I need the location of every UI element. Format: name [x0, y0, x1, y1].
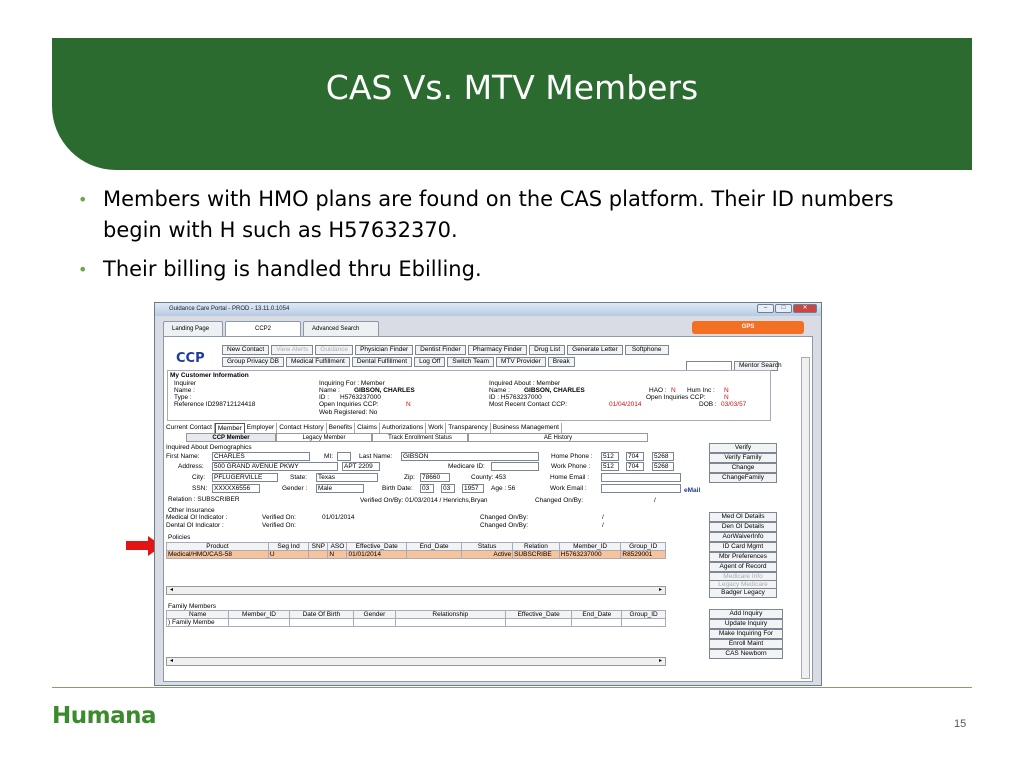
new-contact-button[interactable]: New Contact [222, 345, 269, 355]
page-number: 15 [954, 718, 967, 730]
app-window [154, 302, 822, 686]
dental-oi-label: Dental OI Indicator : [166, 522, 224, 529]
column-header[interactable]: Relationship [395, 611, 505, 619]
info-header: My Customer Information [170, 372, 249, 379]
open-inquiries-label: Open Inquiries CCP: [319, 401, 379, 408]
state-label: State: [290, 474, 307, 481]
verified-on-by: Verified On/By: 01/03/2014 / Henrichs,Bryan [360, 497, 488, 504]
birth-day[interactable]: 03 [441, 484, 455, 493]
tab-legacy-member[interactable]: Legacy Member [276, 433, 372, 442]
column-header[interactable]: End_Date [572, 611, 622, 619]
open-inquiries-label-2: Open Inquiries CCP: [646, 394, 706, 401]
birth-year[interactable]: 1957 [462, 484, 484, 493]
tab-contact-history[interactable]: Contact History [277, 423, 326, 434]
table-cell [309, 551, 328, 559]
inquiring-id-value: H5763237000 [340, 394, 381, 401]
work-email-select[interactable] [601, 484, 681, 493]
county: County: 453 [471, 474, 507, 481]
column-header[interactable]: Member_ID [229, 611, 289, 619]
demographics-header: Inquired About Demographics [166, 444, 252, 451]
medicare-id-label: Medicare ID: [448, 463, 485, 470]
table-cell [622, 619, 666, 627]
mi-label: MI: [324, 453, 334, 460]
medicare-info-button[interactable]: Medicare Info [709, 572, 777, 582]
table-cell: N [328, 551, 347, 559]
aor-waiver-info-button[interactable]: AorWaiverInfo [709, 532, 777, 542]
break-button[interactable]: Break [548, 357, 575, 367]
medical-oi-changed-label: Changed On/By: [480, 514, 529, 521]
column-header[interactable]: Group_ID [621, 543, 666, 551]
make-inquiring-for-button[interactable]: Make Inquiring For [709, 629, 783, 639]
policies-table [166, 542, 666, 587]
table-cell [289, 619, 353, 627]
web-registered: Web Registered: No [319, 409, 378, 416]
policies-header: Policies [168, 534, 191, 541]
customer-info-box [167, 370, 771, 421]
about-name-label: Name : [489, 387, 510, 394]
first-name-field[interactable]: CHARLES [212, 452, 310, 461]
table-cell: ) Family Membe [167, 619, 229, 627]
toolbar-row-1 [222, 345, 669, 355]
tab-business-management[interactable]: Business Management [491, 423, 562, 434]
ssn-field[interactable]: XXXXX6556 [212, 484, 260, 493]
footer-divider [52, 687, 972, 688]
tab-current-contact[interactable]: Current Contact [164, 423, 215, 434]
id-card-mgmt-button[interactable]: ID Card Mgmt [709, 542, 777, 552]
work-phone-line[interactable]: 5268 [652, 462, 674, 471]
med-oi-details-button[interactable]: Med OI Details [709, 512, 777, 522]
tab-track-enrollment[interactable]: Track Enrollment Status [372, 433, 468, 442]
table-row[interactable] [167, 619, 666, 627]
city-field[interactable]: PFLUGERVILLE [212, 473, 278, 482]
tab-authorizations[interactable]: Authorizations [380, 423, 426, 434]
hao-value: N [671, 387, 676, 394]
member-section-tabs [186, 433, 648, 442]
minimize-button[interactable]: – [757, 304, 774, 313]
family-members-header: Family Members [168, 603, 217, 610]
window-title: Guidance Care Portal - PROD - 13.11.0.1054 [169, 306, 290, 312]
column-header[interactable]: Date Of Birth [289, 611, 353, 619]
change-button[interactable]: Change [709, 463, 777, 473]
recent-contact-label: Most Recent Contact CCP: [489, 401, 568, 408]
slide-title: CAS Vs. MTV Members [325, 68, 699, 107]
dob-label: DOB : [699, 401, 717, 408]
verify-button[interactable]: Verify [709, 443, 777, 453]
inquiring-name-value: GIBSON, CHARLES [354, 387, 415, 394]
email-icon[interactable]: eMail [684, 487, 701, 494]
state-select[interactable]: Texas [316, 473, 378, 482]
table-cell: H5763237000 [559, 551, 621, 559]
policies-header-row [167, 543, 666, 551]
inquiring-for-label: Inquiring For : Member [319, 380, 385, 387]
tab-ccp2[interactable]: CCP2 [225, 321, 301, 336]
work-phone-prefix[interactable]: 704 [626, 462, 644, 471]
table-row[interactable] [167, 551, 666, 559]
home-email-select[interactable] [601, 473, 681, 482]
work-phone-area[interactable]: 512 [601, 462, 619, 471]
tab-member[interactable]: Member [215, 423, 245, 434]
table-cell: Medical/HMO/CAS-58 [167, 551, 269, 559]
reference-id-value: 298712124418 [212, 401, 256, 408]
change-family-button[interactable]: ChangeFamily [709, 473, 777, 483]
table-cell: 01/01/2014 [347, 551, 406, 559]
home-phone-line[interactable]: 5268 [652, 452, 674, 461]
hao-label: HAO : [649, 387, 667, 394]
gender-label: Gender : [282, 485, 308, 492]
zip-label: Zip: [404, 474, 415, 481]
medical-oi-verified-label: Verified On: [262, 514, 296, 521]
last-name-field[interactable]: GIBSON [401, 452, 539, 461]
ccp-panel [163, 336, 813, 682]
generate-letter-button[interactable]: Generate Letter [567, 345, 623, 355]
dental-fulfillment-button[interactable]: Dental Fulfillment [352, 357, 412, 367]
family-header-row [167, 611, 666, 619]
home-phone-label: Home Phone : [551, 453, 593, 460]
pharmacy-finder-button[interactable]: Pharmacy Finder [468, 345, 528, 355]
bullet-item: • Their billing is handled thru Ebilling. [78, 254, 938, 285]
column-header[interactable]: Effective_Date [505, 611, 572, 619]
dentist-finder-button[interactable]: Dentist Finder [415, 345, 465, 355]
agent-of-record-button[interactable]: Agent of Record [709, 562, 777, 572]
table-cell [505, 619, 572, 627]
softphone-button[interactable]: Softphone [625, 345, 669, 355]
hum-inc-label: Hum Inc : [687, 387, 715, 394]
work-phone-label: Work Phone : [551, 463, 591, 470]
group-privacy-button[interactable]: Group Privacy DB [222, 357, 284, 367]
close-button[interactable]: ✕ [793, 304, 817, 313]
medicare-id-field[interactable] [491, 462, 539, 471]
hum-inc-value: N [724, 387, 729, 394]
tab-employer[interactable]: Employer [245, 423, 277, 434]
bullet-list [78, 184, 938, 293]
table-cell: R8529001 [621, 551, 666, 559]
column-header[interactable]: End_Date [406, 543, 461, 551]
gender-select[interactable]: Male [316, 484, 364, 493]
dental-oi-changed-value: / [602, 522, 604, 529]
city-label: City: [192, 474, 205, 481]
dental-oi-changed-label: Changed On/By: [480, 522, 529, 529]
family-hscrollbar[interactable]: ◂ ▸ [166, 657, 666, 666]
portal-tabs [163, 321, 379, 336]
home-email-label: Home Email : [550, 474, 590, 481]
medical-oi-changed-value: / [602, 514, 604, 521]
age: Age : 56 [491, 485, 516, 492]
column-header[interactable]: Member_ID [559, 543, 621, 551]
relation: Relation : SUBSCRIBER [168, 496, 240, 503]
table-cell [406, 551, 461, 559]
table-cell: U [268, 551, 308, 559]
humana-logo: Humana [52, 703, 157, 729]
tab-ccp-member[interactable]: CCP Member [186, 433, 276, 442]
zip-field[interactable]: 78660 [420, 473, 450, 482]
mi-field[interactable] [337, 452, 351, 461]
address-field[interactable]: 500 GRAND AVENUE PKWY [212, 462, 338, 471]
home-phone-prefix[interactable]: 704 [626, 452, 644, 461]
gps-button[interactable]: GPS [692, 321, 804, 334]
family-table [166, 610, 666, 627]
medical-oi-verified-value: 01/01/2014 [322, 514, 355, 521]
inquiring-name-label: Name : [319, 387, 340, 394]
tab-ae-history[interactable]: AE History [468, 433, 648, 442]
den-oi-details-button[interactable]: Den OI Details [709, 522, 777, 532]
inquirer-label: Inquirer [174, 380, 197, 387]
table-cell [395, 619, 505, 627]
badger-legacy-button[interactable]: Badger Legacy [709, 588, 777, 598]
column-header[interactable]: Effective_Date [347, 543, 406, 551]
enroll-maint-button[interactable]: Enroll Maint [709, 639, 783, 649]
tab-work[interactable]: Work [426, 423, 446, 434]
drug-list-button[interactable]: Drug List [529, 345, 565, 355]
column-header[interactable]: Name [167, 611, 229, 619]
column-header[interactable]: Relation [513, 543, 560, 551]
birth-date-label: Birth Date: [382, 485, 413, 492]
tab-landing-page[interactable]: Landing Page [163, 321, 223, 336]
tab-benefits[interactable]: Benefits [327, 423, 356, 434]
guidance-button[interactable]: Guidance [315, 345, 353, 355]
column-header[interactable]: Status [462, 543, 513, 551]
address-label: Address: [178, 463, 204, 470]
tab-transparency[interactable]: Transparency [446, 423, 491, 434]
about-id: ID : H5763237000 [489, 394, 542, 401]
cas-newborn-button[interactable]: CAS Newborn [709, 649, 783, 659]
dob-value: 03/03/57 [721, 401, 747, 408]
column-header[interactable]: Group_ID [622, 611, 666, 619]
column-header[interactable]: SNP [309, 543, 328, 551]
other-insurance-header: Other Insurance [168, 507, 215, 514]
open-inquiries-value-2: N [724, 394, 729, 401]
inquirer-name-label: Name : [174, 387, 195, 394]
medical-oi-label: Medical OI Indicator : [166, 514, 228, 521]
add-inquiry-button[interactable]: Add Inquiry [709, 609, 783, 619]
column-header[interactable]: Gender [354, 611, 396, 619]
bullet-item: • Members with HMO plans are found on the CAS platform. Their ID numbers begin with H such as H57632370. [78, 184, 938, 246]
inquired-about-label: Inquired About : Member [489, 380, 561, 387]
view-alerts-button[interactable]: View Alerts [271, 345, 313, 355]
mtv-provider-button[interactable]: MTV Provider [496, 357, 546, 367]
physician-finder-button[interactable]: Physician Finder [355, 345, 413, 355]
dental-oi-verified-label: Verified On: [262, 522, 296, 529]
column-header[interactable]: Product [167, 543, 269, 551]
ccp-logo: CCP [176, 351, 205, 366]
table-cell [354, 619, 396, 627]
table-cell: Active [462, 551, 513, 559]
table-cell [572, 619, 622, 627]
maximize-button[interactable]: □ [775, 304, 792, 313]
column-header[interactable]: Seg Ind [268, 543, 308, 551]
policies-hscrollbar[interactable]: ◂ ▸ [166, 586, 666, 595]
address2-field[interactable]: APT 2209 [342, 462, 380, 471]
vertical-scrollbar[interactable] [801, 357, 810, 679]
about-name-value: GIBSON, CHARLES [524, 387, 585, 394]
window-titlebar [155, 303, 821, 316]
log-off-button[interactable]: Log Off [414, 357, 445, 367]
changed-on-by-value: / [654, 497, 656, 504]
toolbar-row-2 [222, 357, 575, 367]
open-inquiries-value: N [406, 401, 411, 408]
tab-advanced-search[interactable]: Advanced Search [303, 321, 379, 336]
recent-contact-value: 01/04/2014 [609, 401, 642, 408]
mbr-preferences-button[interactable]: Mbr Preferences [709, 552, 777, 562]
ssn-label: SSN: [192, 485, 208, 492]
work-email-label: Work Email : [550, 485, 587, 492]
inquirer-type-label: Type : [174, 394, 192, 401]
mentor-search-button[interactable]: Mentor Search [734, 361, 778, 371]
legacy-medicare-button[interactable]: Legacy Medicare [709, 580, 777, 590]
first-name-label: First Name: [166, 453, 200, 460]
birth-month[interactable]: 03 [420, 484, 434, 493]
medical-fulfillment-button[interactable]: Medical Fulfillment [286, 357, 350, 367]
title-banner [52, 38, 972, 170]
changed-on-by-label: Changed On/By: [535, 497, 584, 504]
update-inquiry-button[interactable]: Update Inquiry [709, 619, 783, 629]
column-header[interactable]: ASO [328, 543, 347, 551]
home-phone-area[interactable]: 512 [601, 452, 619, 461]
last-name-label: Last Name: [359, 453, 393, 460]
switch-team-button[interactable]: Switch Team [447, 357, 494, 367]
inquiring-id-label: ID : [319, 394, 330, 401]
reference-id-label: Reference ID: [174, 401, 215, 408]
tab-claims[interactable]: Claims [355, 423, 380, 434]
verify-family-button[interactable]: Verify Family [709, 453, 777, 463]
table-cell [229, 619, 289, 627]
table-cell: SUBSCRIBE [513, 551, 560, 559]
